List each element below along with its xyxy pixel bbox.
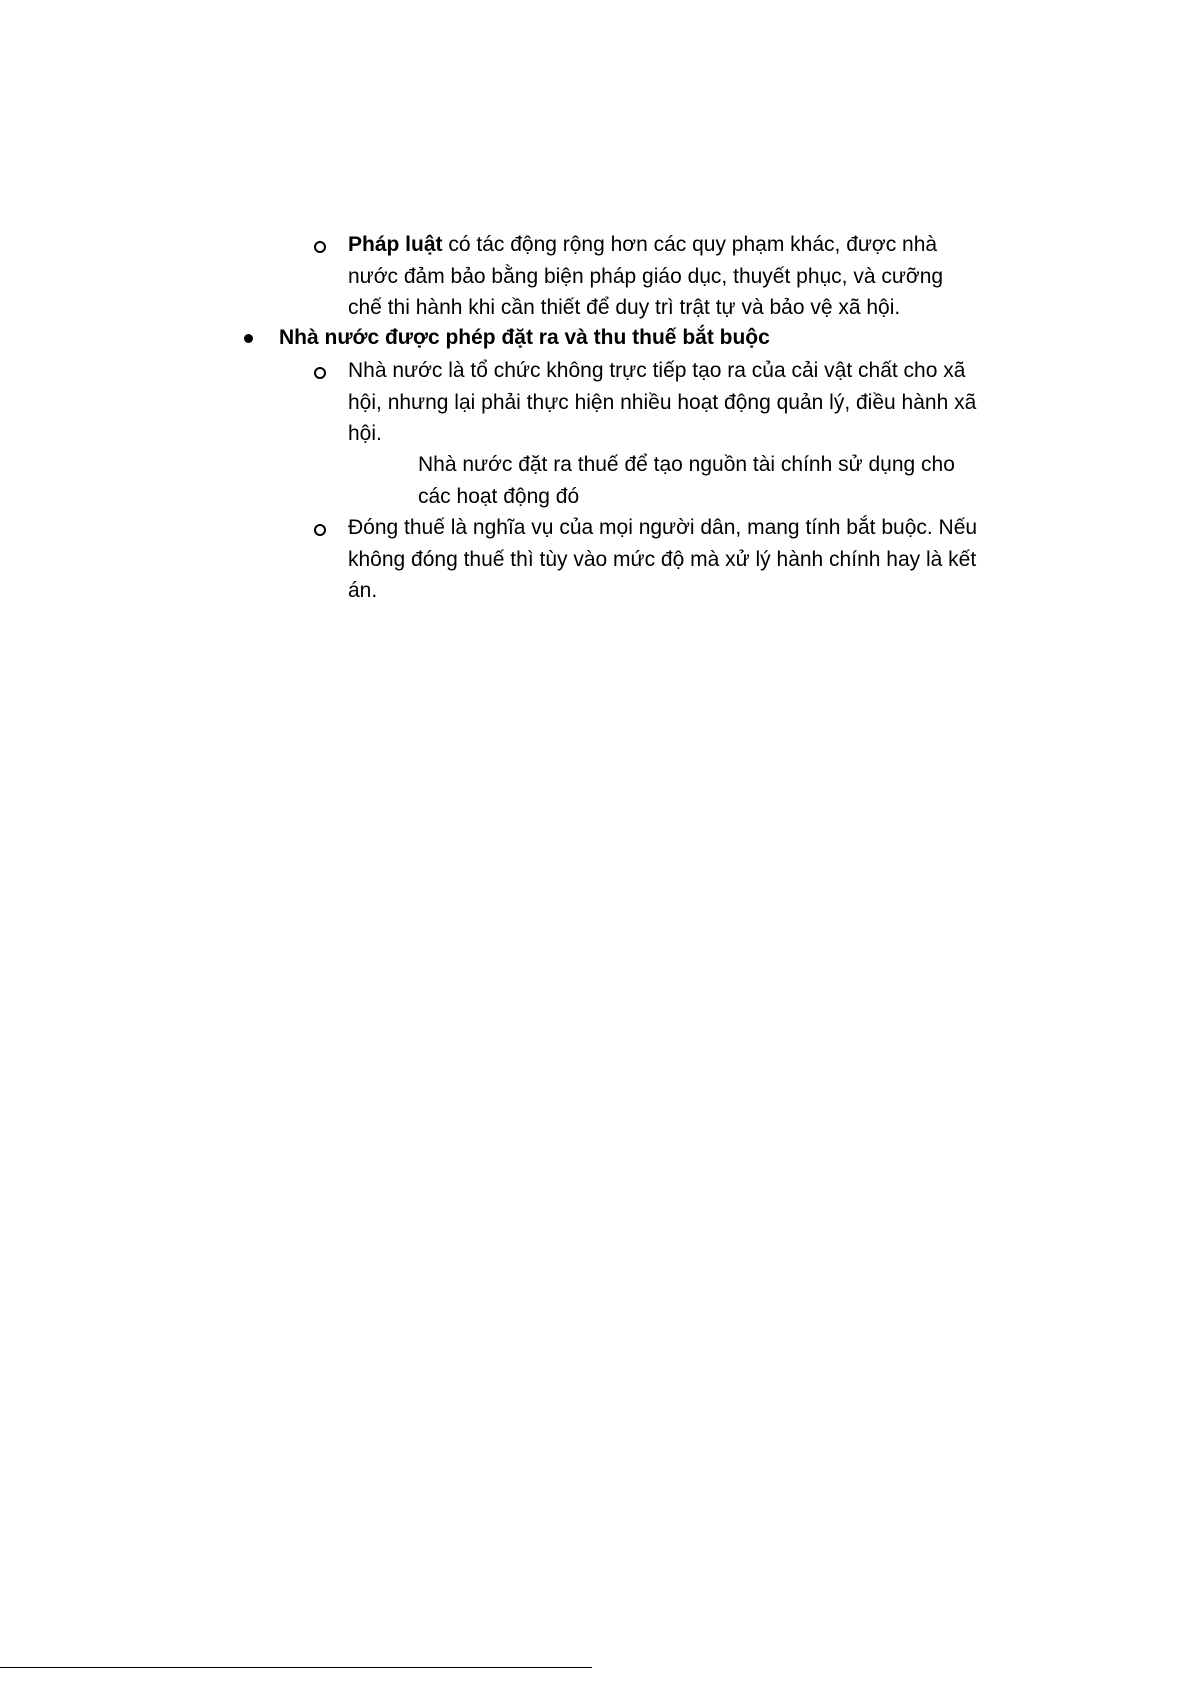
indented-paragraph — [418, 449, 1058, 512]
list-item-phap-luat — [348, 229, 1068, 324]
section-heading: Nhà nước được phép đặt ra và thu thuế bắt buộc — [279, 326, 770, 349]
text-line: hội. — [348, 422, 382, 445]
bold-term: Pháp luật — [348, 233, 443, 256]
text-line: Nhà nước đặt ra thuế để tạo nguồn tài chính sử dụng cho — [418, 453, 955, 476]
list-item-dong-thue — [348, 512, 1068, 607]
text-line: Nhà nước là tổ chức không trực tiếp tạo ra của cải vật chất cho xã — [348, 359, 966, 382]
text-line: án. — [348, 579, 378, 602]
text-line: nước đảm bảo bằng biện pháp giáo dục, thuyết phục, và cưỡng — [348, 264, 944, 288]
text-line: không đóng thuế thì tùy vào mức độ mà xử lý hành chính hay là kết — [348, 547, 977, 571]
text-line: Pháp luật có tác động rộng hơn các quy phạm khác, được nhà — [348, 233, 938, 256]
sub-bullet-icon — [314, 367, 326, 379]
sub-bullet-icon — [314, 524, 326, 536]
text-line: hội, nhưng lại phải thực hiện nhiều hoạt động quản lý, điều hành xã — [348, 390, 977, 414]
sub-bullet-icon — [314, 241, 326, 253]
text-line: chế thi hành khi cần thiết để duy trì trật tự và bảo vệ xã hội. — [348, 296, 901, 319]
text-line: Đóng thuế là nghĩa vụ của mọi người dân, mang tính bắt buộc. Nếu — [348, 516, 978, 539]
bullet-icon — [244, 334, 253, 343]
list-item-nha-nuoc — [348, 355, 1068, 450]
text-line: các hoạt động đó — [418, 484, 580, 508]
footer-divider — [0, 1667, 592, 1668]
